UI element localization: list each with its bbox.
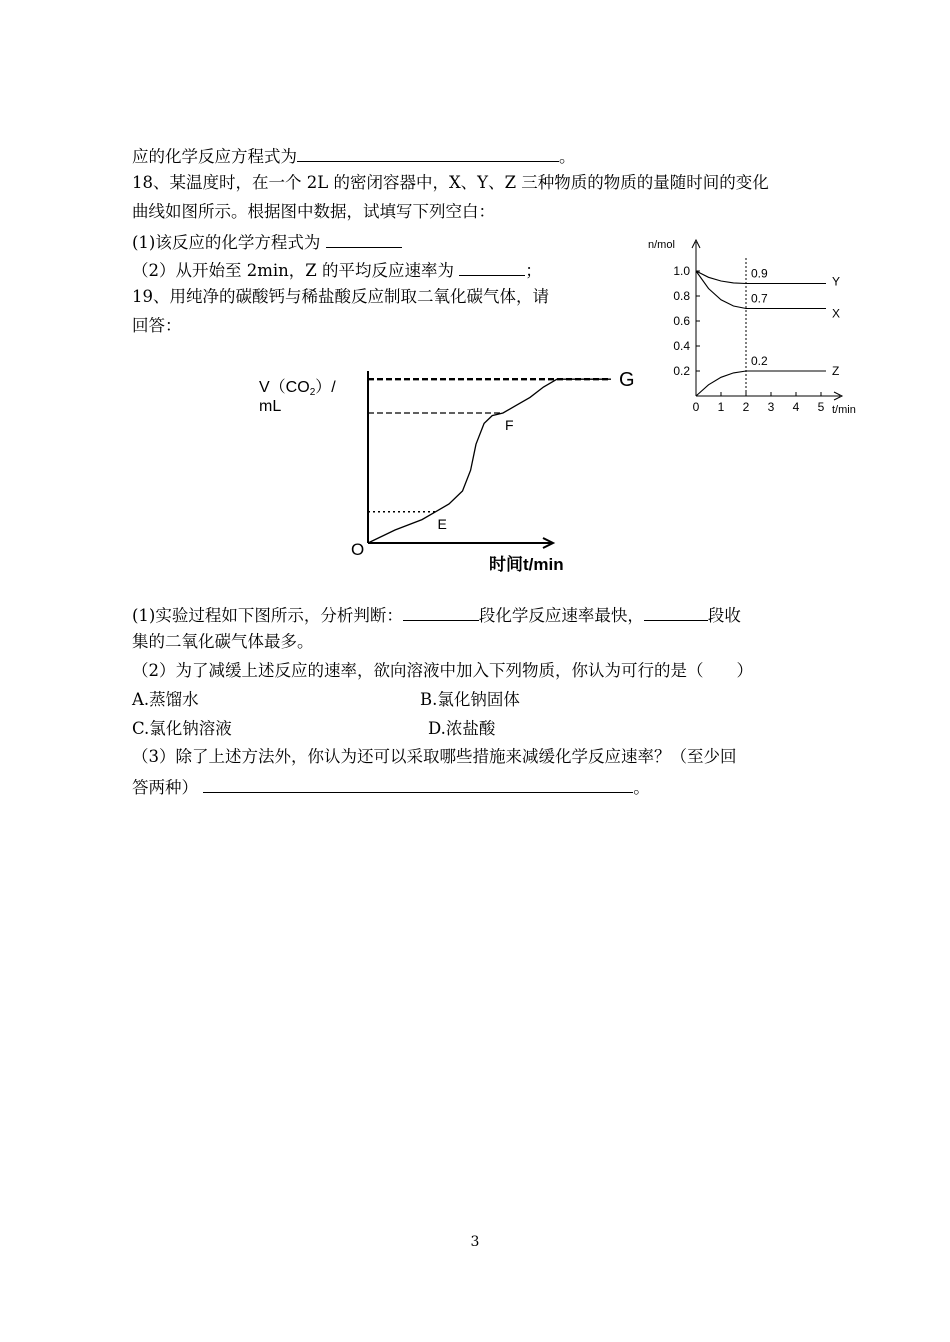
c2-axes [368, 371, 553, 548]
c1-x-tick-label: 2 [742, 400, 750, 414]
c1-series-label-X: X [832, 306, 841, 321]
q19-sub3-text: 答两种） [132, 778, 198, 797]
q18-sub2-text: （2）从开始至 2min，Z 的平均反应速率为 [132, 261, 454, 280]
q18-sub1-blank[interactable] [326, 231, 402, 248]
q17-end: 。 [559, 147, 576, 166]
q19-sub1 [132, 604, 741, 626]
c2-curve [368, 379, 611, 543]
c1-series-Z [696, 371, 826, 396]
q19-sub1-blank-most[interactable] [644, 604, 708, 621]
q18-sub2-blank[interactable] [459, 259, 525, 276]
q19-sub1-text: (1)实验过程如下图所示，分析判断： [132, 606, 403, 625]
c1-y-tick-label: 0.4 [673, 339, 690, 353]
c2-x-label: 时间t/min [489, 555, 564, 574]
q19-sub1-text3: 段收 [707, 606, 741, 625]
q19-line2: 回答： [132, 316, 182, 335]
c1-annotation: 0.2 [751, 354, 768, 368]
page-number: 3 [470, 1234, 480, 1250]
c2-y-label-unit: mL [259, 398, 282, 415]
c1-y-tick-label: 0.8 [673, 289, 690, 303]
c1-series-label-Z: Z [832, 364, 840, 378]
c1-series [696, 271, 826, 396]
c1-x-tick-label: 3 [767, 400, 775, 414]
q19-sub1-blank-fastest[interactable] [403, 604, 479, 621]
c2-origin-label: O [351, 540, 365, 559]
q19-sub3-end: 。 [633, 778, 650, 797]
q19-co2-volume-chart [255, 365, 635, 580]
q18-sub2-end: ； [525, 261, 542, 280]
q19-option-c[interactable]: C.氯化钠溶液 [132, 719, 232, 738]
c2-y-label-part: V（CO [259, 379, 310, 396]
c2-point-label-F: F [505, 417, 514, 433]
c1-annotation: 0.7 [751, 291, 768, 306]
c1-annotation: 0.9 [751, 266, 768, 281]
c2-y-label-end: ）/ [315, 379, 336, 396]
q18-line2: 曲线如图所示。根据图中数据，试填写下列空白： [132, 202, 495, 221]
q17-tail-line [132, 145, 576, 167]
q18-sub1-text: (1)该反应的化学方程式为 [132, 233, 321, 252]
c1-x-tick-label: 0 [692, 400, 700, 414]
q19-sub3-line2 [132, 776, 650, 798]
q17-answer-blank[interactable] [297, 145, 559, 162]
q18-mole-time-chart [640, 234, 880, 424]
c1-y-tick-label: 0.6 [673, 314, 690, 328]
q19-sub1-line2: 集的二氧化碳气体最多。 [132, 632, 314, 651]
q19-option-a[interactable]: A.蒸馏水 [132, 690, 199, 709]
q18-sub1 [132, 231, 402, 253]
q19-sub2: （2）为了减缓上述反应的速率，欲向溶液中加入下列物质，你认为可行的是（ ） [132, 661, 753, 680]
c2-series [368, 379, 611, 543]
c2-y-label-sub: 2 [309, 387, 316, 398]
q18-line1: 18、某温度时，在一个 2L 的密闭容器中，X、Y、Z 三种物质的物质的量随时间的变化 [132, 173, 769, 192]
q18-sub2 [132, 259, 542, 281]
c1-series-label-Y: Y [832, 274, 841, 289]
c1-x-tick-label: 5 [817, 400, 825, 414]
q17-text: 应的化学反应方程式为 [132, 147, 297, 166]
q19-sub3-blank[interactable] [203, 776, 633, 793]
c1-y-tick-label: 0.2 [673, 364, 690, 378]
q19-sub1-text2: 段化学反应速率最快， [478, 606, 644, 625]
q19-option-b[interactable]: B.氯化钠固体 [420, 690, 520, 709]
c2-point-label-E: E [437, 515, 447, 532]
c1-y-label: n/mol [648, 239, 675, 251]
c1-x-tick-label: 4 [792, 400, 800, 414]
c2-y-label [259, 379, 336, 398]
q19-option-d[interactable]: D.浓盐酸 [428, 719, 496, 738]
q19-sub3: （3）除了上述方法外，你认为还可以采取哪些措施来减缓化学反应速率？（至少回 [132, 747, 737, 766]
c1-y-tick-label: 1.0 [673, 264, 690, 278]
c1-x-tick-label: 1 [717, 400, 725, 414]
c1-x-label: t/min [832, 404, 856, 416]
c2-point-label-G: G [619, 369, 635, 392]
q19-line1: 19、用纯净的碳酸钙与稀盐酸反应制取二氧化碳气体，请 [132, 287, 549, 306]
c1-axes [692, 240, 842, 400]
